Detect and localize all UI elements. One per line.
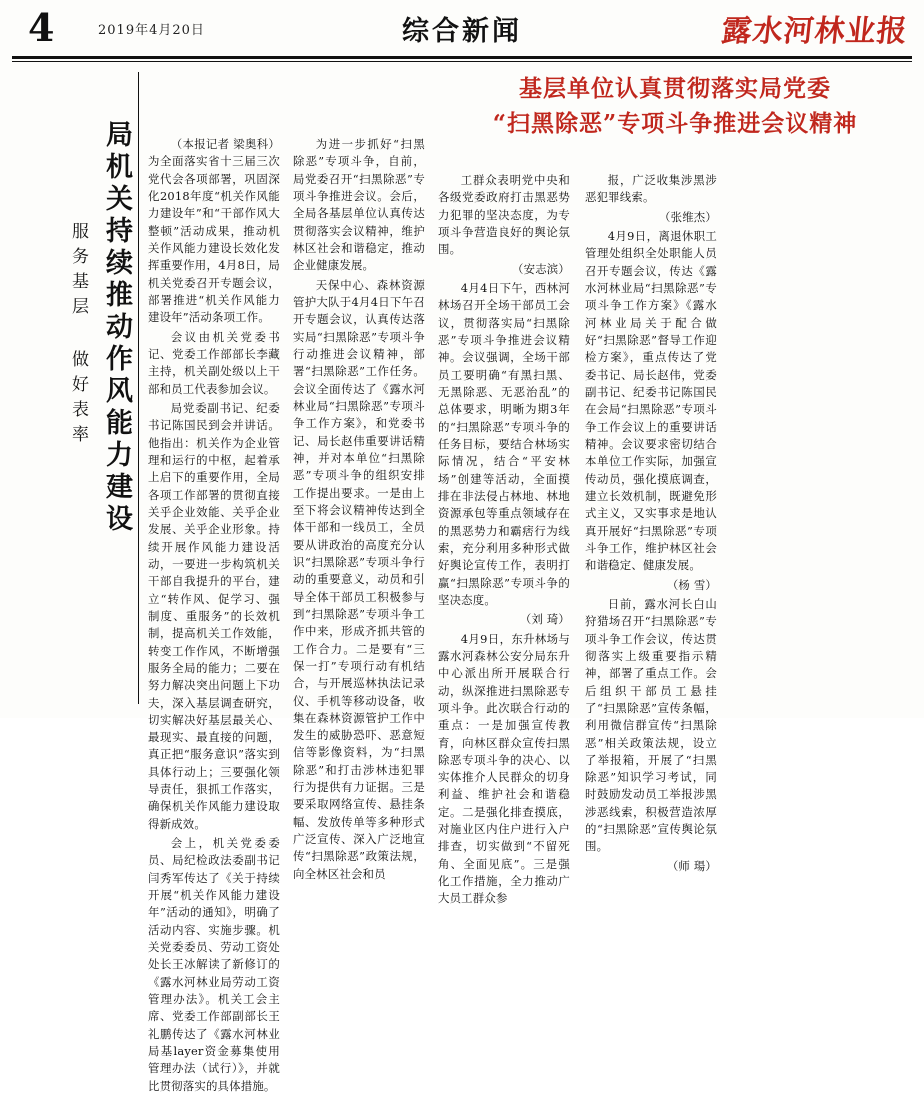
text-column-1 — [148, 136, 280, 1097]
text-column-4 — [585, 172, 717, 877]
article-byline: （刘 琦） — [519, 612, 570, 627]
page-number: 4 — [28, 5, 55, 50]
masthead — [0, 0, 924, 56]
paragraph: 天保中心、森林资源管护大队于4月4日下午召开专题会议，认真传达落实局“扫黑除恶”专项斗争行动推进会议精神，部署“扫黑除恶”工作任务。会议全面传达了《露水河林业局“扫黑除恶”专项斗争工作方案》，和党委书记、局长赵伟重要讲话精神，并对本单位“扫黑除恶”专项斗争的组织安排工作提出要求。一是由上至下将会议精神传达到全体干部和一线员工，全员要从讲政治的高度充分认识“扫黑除恶”专项斗争行动的重要意义，动员和引导全体干部员工积极参与到“扫黑除恶”专项斗争工作中来，形成齐抓共管的工作合力。二是要有“三保一打”专项行动有机结合，与开展巡林执法记录仪、手机等移动设备，收集在森林资源管护工作中发生的威胁恐吓、恶意短信等影像资料，为“扫黑除恶”和打击涉林违犯罪行为提供有力证据。三是要采取网络宣传、悬挂条幅、发放传单等多种形式广泛宣传、深入广泛地宣传“扫黑除恶”政策法规，向全林区社会和员 — [293, 277, 425, 881]
paragraph: 局党委副书记、纪委书记陈国民到会并讲话。他指出：机关作为企业管理和运行的中枢，起着承上启下的重要作用，全局各项工作部署的贯彻直接关乎企业效能、关乎企业发展、关乎企业形象。持续开展作风能力建设活动，一要进一步构筑机关干部自我提升的平台，建立“转作风、促学习、强制度、重服务”的长效机制，提高机关工作效能，转变工作作风，不断增强服务全局的能力；二要在努力解决突出问题上下功夫，深入基层调查研究，切实解决好基层最关心、最现实、最直接的问题，真正把“服务意识”落实到具体行动上；三要强化领导责任，狠抓工作落实，确保机关作风能力建设取得新成效。 — [148, 400, 280, 831]
paragraph: （本报记者 梁奥科）为全面落实省十三届三次党代会各项部署，巩固深化2018年度“机关作风能力建设年”和“干部作风大整顿”活动成果，推动机关作风能力建设长效化发挥重要作用，4月8日，局机关党委召开专题会议，部署推进“机关作风能力建设年”活动条项工作。 — [148, 137, 280, 325]
paragraph: 4月4日下午，西林河林场召开全场干部员工会议，贯彻落实局“扫黑除恶”专项斗争推进会议精神。会议强调，全场干部员工要明确“有黑扫黑、无黑除恶、无恶治乱”的总体要求，明晰为期3年的“扫黑除恶”专项斗争的任务目标，要结合林场实际情况，结合“平安林场”创建等活动，全面摸排在非法侵占林地、林地资源承包等重点领域存在的黑恶势力和霸痞行为线索，充分利用多种形式做好舆论宣传工作，表明打赢“扫黑除恶”专项斗争的坚决态度。 — [438, 280, 570, 607]
paper-logo: 露水河林业报 — [719, 14, 910, 49]
masthead-rule-thin — [12, 61, 912, 62]
paragraph: 4月9日，离退休职工管理处组织全处职能人员召开专题会议，传达《露水河林业局“扫黑除恶”专项斗争工作方案》《露水河林业局关于配合做好“扫黑除恶”督导工作迎检方案》，重点传达了党委书记、局长赵伟，党委副书记、纪委书记陈国民在会局“扫黑除恶”专项斗争工作会议上的重要讲话精神。会议要求密切结合本单位工作实际，加强宣传动员，强化摸底调查，建立长效机制，既避免形式主义，又实事求是地认真开展好“扫黑除恶”专项斗争工作，维护林区社会和谐稳定、健康发展。 — [585, 228, 717, 573]
article-byline: （张维杰） — [659, 209, 717, 224]
page-content — [12, 72, 912, 1093]
masthead-rule-thick — [12, 56, 912, 59]
article-byline: （师 瑒） — [666, 858, 717, 873]
feature-main-title: 局机关持续推动作风能力建设 — [101, 120, 132, 536]
article-byline: （安志滨） — [512, 261, 570, 276]
section-title: 综合新闻 — [402, 15, 522, 47]
headline-line-1: 基层单位认真贯彻落实局党委 — [519, 75, 831, 102]
paragraph: 日前，露水河长白山狩猎场召开“扫黑除恶”专项斗争工作会议，传达贯彻落实上级重要指示精神，部署了重点工作。会后组织干部员工悬挂了“扫黑除恶”宣传条幅，利用微信群宣传“扫黑除恶”相关政策法规，设立了举报箱，开展了“扫黑除恶”知识学习考试，同时鼓励发动员工举报涉黑涉恶线索，积极营造浓厚的“扫黑除恶”宣传舆论氛围。 — [585, 596, 717, 854]
paragraph: 报，广泛收集涉黑涉恶犯罪线索。 — [585, 173, 717, 205]
text-column-2 — [293, 136, 425, 885]
article-columns — [148, 72, 912, 1093]
text-column-3 — [438, 172, 570, 910]
paragraph: 会议由机关党委书记、党委工作部部长李藏主持，机关副处级以上干部和员工代表参加会议。 — [148, 329, 280, 396]
left-feature-headline — [12, 72, 132, 704]
paragraph: 会上，机关党委委员、局纪检政法委副书记闫秀军传达了《关于持续开展“机关作风能力建设年”活动的通知》，明确了活动内容、实施步骤。机关党委委员、劳动工资处处长王冰解读了新修订的《露水河林业局劳动工资管理办法》。机关工会主席、党委工作部副部长王礼鹏传达了《露水河林业局基layer资金募集使用管理办法（试行）》，并就比贯彻落实的具体措施。 — [148, 836, 280, 1093]
issue-date: 2019年4月20日 — [98, 22, 205, 38]
paragraph: 4月9日，东升林场与露水河森林公安分局东升中心派出所开展联合行动，纵深推进扫黑除恶专项斗争。此次联合行动的重点：一是加强宣传教育，向林区群众宣传扫黑除恶专项斗争的决心、以实体推介人民群众的切身利益、维护社会和谐稳定。二是强化排查摸底，对施业区内住户进行入户排查，切实做到“不留死角、全面见底”。三是强化工作措施，全力推动广大员工群众参 — [438, 631, 570, 906]
feature-sub-title: 服务基层 做好表率 — [67, 222, 88, 450]
paragraph: 为进一步抓好“扫黑除恶”专项斗争，自前，局党委召开“扫黑除恶”专项斗争推进会议。会后，全局各基层单位认真传达贯彻落实会议精神，维护林区社会和谐稳定，推动企业健康发展。 — [293, 137, 425, 273]
main-headline — [438, 72, 912, 141]
headline-line-2: “扫黑除恶”专项斗争推进会议精神 — [492, 109, 858, 137]
paragraph: 工群众表明党中央和各级党委政府打击黑恶势力犯罪的坚决态度，为专项斗争营造良好的舆论氛围。 — [438, 173, 570, 257]
vertical-divider — [138, 72, 139, 704]
article-byline: （杨 雪） — [666, 577, 717, 592]
